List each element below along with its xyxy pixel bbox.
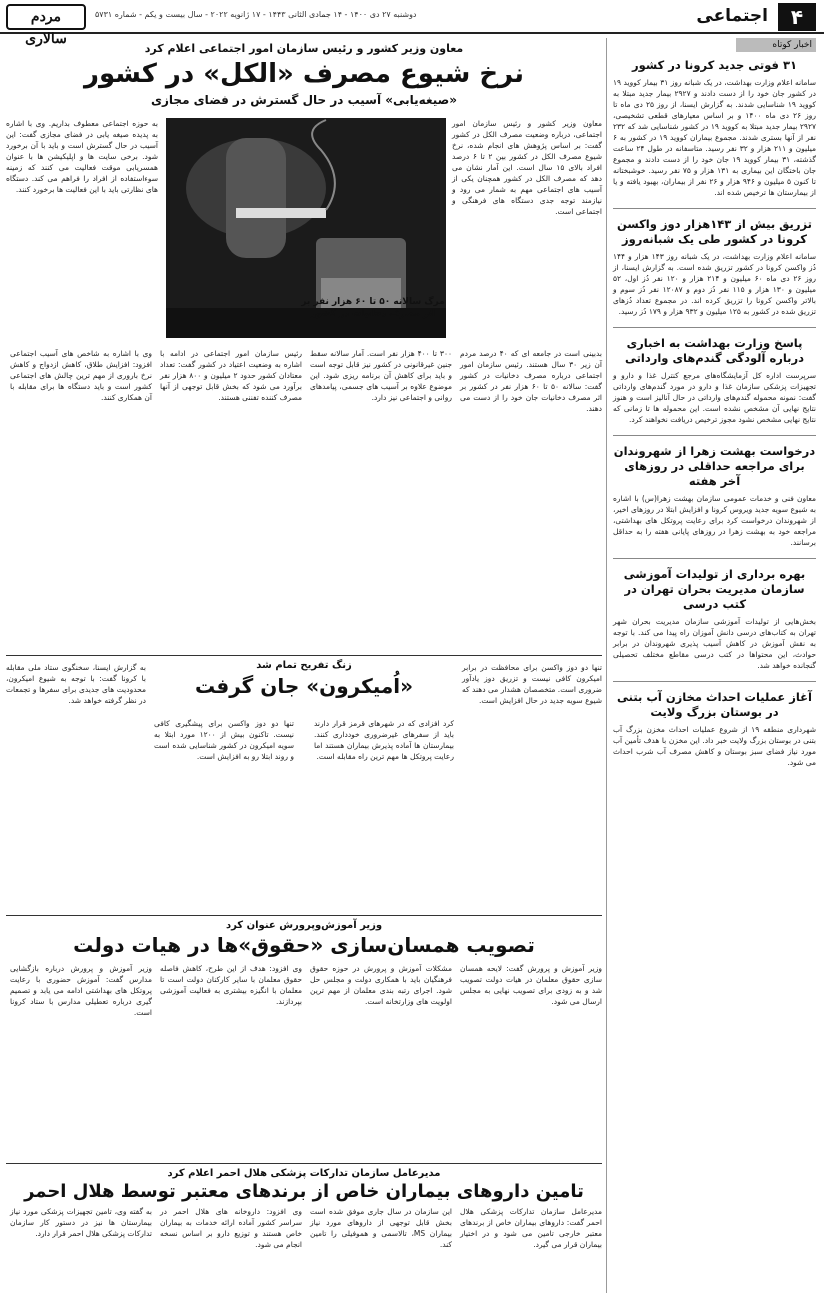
sidebar-body: سرپرست اداره کل آزمایشگاه‌های مرجع کنترل غذا و دارو و تجهیزات پزشکی سازمان غذا و دارو در مورد گندم‌های وارداتی گفت: نمونه محموله گندم‌های وارداتی در حال آنالیز است و هنوز نتایج نهایی آن مشخص نشده است. این محموله ها تا زمانی که نتایج نهایی مشخص نشود مجوز ترخیص دریافت نخواهند کرد.	[613, 371, 816, 424]
article-kicker: زنگ تفریح تمام شد	[256, 660, 352, 671]
sidebar-item	[613, 690, 816, 768]
article-column: به حوزه اجتماعی معطوف بداریم. وی با اشاره به پدیده صیغه یابی در فضای مجازی گفت: این آسیب در حال گسترش است و باید با آن برخورد شود. برخی سایت ها و اپلیکیشن ها با عنوان همسریابی موقت فعالیت می کنند که زمینه سوءاستفاده از افراد را فراهم می کند. دستگاه های نظارتی باید با این فعالیت ها برخورد کنند.	[6, 119, 158, 194]
inset-headline: مرگ سالانه ۵۰ تا ۶۰ هزار نفر بر اثر مصرف دخانیات در کشور	[301, 297, 445, 319]
article-column: وی افزود: داروخانه های هلال احمر در سراسر کشور آماده ارائه خدمات به بیماران خاص هستند و توزیع دارو بر اساس نسخه انجام می شود.	[160, 1207, 302, 1249]
sidebar-body: معاون فنی و خدمات عمومی سازمان بهشت زهرا(س) با اشاره به شیوع سویه جدید ویروس کرونا و افزایش ابتلا در روزهای اخیر، از شهروندان درخواست کرد برای رعایت پروتکل های بهداشتی، مراجعه خود به بهشت زهرا در روزهای پایانی هفته را به حداقل برسانند.	[613, 494, 816, 547]
divider	[6, 655, 602, 656]
article-column: ۳۰۰ تا ۴۰۰ هزار نفر است. آمار سالانه سقط جنین غیرقانونی در کشور نیز قابل توجه است و باید برای کاهش آن برنامه ریزی شود. این موضوع علاوه بر آسیب های جسمی، پیامدهای روانی و اجتماعی نیز دارد.	[310, 349, 453, 402]
divider	[613, 327, 816, 328]
page-number-badge: ۴	[778, 3, 816, 31]
divider	[613, 208, 816, 209]
article-kicker: وزیر آموزش‌وپرورش عنوان کرد	[225, 920, 383, 931]
sidebar-tag: اخبار کوتاه	[736, 38, 816, 52]
news-sidebar	[606, 38, 816, 1293]
sidebar-item	[613, 217, 816, 317]
sidebar-headline: درخواست بهشت زهرا از شهروندان برای مراجعه حداقلی در روزهای آخر هفته	[613, 444, 816, 488]
sidebar-headline: تزریق بیش از ۱۴۳هزار دوز واکسن کرونا در کشور طی یک شبانه‌روز	[617, 217, 812, 246]
sidebar-headline: ۳۱ فوتی جدید کرونا در کشور	[631, 58, 798, 72]
main-content	[6, 38, 602, 1293]
article-subhead: «صیغه‌یابی» آسیب در حال گسترش در فضای مجازی	[151, 93, 457, 107]
sidebar-headline: بهره برداری از تولیدات آموزشی سازمان مدیریت بحران تهران در کتب درسی	[623, 567, 806, 611]
article-column: بدبینی است در جامعه ای که ۴۰ درصد مردم آن زیر ۳۰ سال هستند. رئیس سازمان امور اجتماعی درباره مصرف دخانیات در کشور گفت: سالانه ۵۰ تا ۶۰ هزار نفر در کشور بر اثر مصرف دخانیات جان خود را از دست می دهند.	[460, 349, 602, 413]
article-column: معاون وزیر کشور و رئیس سازمان امور اجتماعی، درباره وضعیت مصرف الکل در کشور گفت: بر اساس پژوهش های انجام شده، نرخ شیوع مصرف الکل در کشور بین ۲ تا ۶ درصد افراد بالای ۱۵ سال است. این آمار نشان می دهد که مصرف الکل در کشور همچنان یکی از آسیب های اجتماعی مهم به شمار می رود و نیازمند توجه جدی دستگاه های فرهنگی و اجتماعی است.	[452, 119, 603, 216]
sidebar-body: شهرداری منطقه ۱۹ از شروع عملیات احداث مخزن بزرگ آب بتنی در بوستان بزرگ ولایت خبر داد. این مخزن با هدف تأمین آب مورد نیاز فضای سبز بوستان و کاهش مصرف آب شرب احداث می شود.	[613, 725, 817, 767]
article-column: وی با اشاره به شاخص های آسیب اجتماعی افزود: افزایش طلاق، کاهش ازدواج و کاهش نرخ باروری از مهم ترین چالش های اجتماعی کشور است و باید دستگاه ها برای مقابله با آن همکاری کنند.	[10, 349, 152, 402]
article-column: وزیر آموزش و پرورش گفت: لایحه همسان سازی حقوق معلمان در هیات دولت تصویب شد و به زودی برای تصویب نهایی به مجلس ارسال می شود.	[460, 964, 602, 1006]
sidebar-item	[613, 58, 816, 198]
sidebar-item	[613, 444, 816, 548]
sidebar-item	[613, 567, 816, 671]
article-column: کرد افزادی که در شهرهای قرمز قرار دارند باید از سفرهای غیرضروری خودداری کنند. بیمارستان ها آماده پذیرش بیماران هستند اما رعایت پروتکل ها مهم ترین راه مقابله است.	[314, 719, 454, 761]
article-headline: نرخ شیوع مصرف «الکل» در کشور	[83, 59, 525, 89]
issue-line: دوشنبه ۲۷ دی ۱۴۰۰ - ۱۴ جمادی الثانی ۱۴۴۳ - ۱۷ ژانویه ۲۰۲۲ - سال بیست و یکم - شماره ۵۷۳۱	[95, 10, 417, 19]
sidebar-item	[613, 336, 816, 425]
article	[6, 1166, 602, 1293]
article-headline: «اُمیکرون» جان گرفت	[194, 674, 414, 698]
sidebar-body: سامانه اعلام وزارت بهداشت، در یک شبانه روز ۳۱ بیمار کووید ۱۹ در کشور جان خود را از دست دادند و ۲۹۲۷ بیمار جدید مبتلا به کووید ۱۹ شناسایی شدند. به گزارش ایسنا، از روز ۲۵ دی ماه تا روز ۲۶ دی ماه ۱۴۰۰ و بر اساس معیارهای قطعی تشخیصی، ۲۹۲۷ بیمار جدید مبتلا به کووید ۱۹ در کشور شناسایی شد که ۲۳۲ نفر از آنها بستری شدند. مجموع بیماران کووید ۱۹ در کشور به ۶ میلیون و ۲۱۱ هزار و ۳۲ نفر رسید. متاسفانه در طول ۲۴ ساعت گذشته، ۳۱ بیمار کووید ۱۹ جان خود را از دست دادند و مجموع جان باختگان این بیماری به ۱۳۱ هزار و ۷۵ نفر رسید. خوشبختانه تا کنون ۵ میلیون و ۹۴۶ هزار و ۲۶ نفر از بیماران، بهبود یافته و یا از بیمارستان ها ترخیص شده اند.	[613, 78, 817, 197]
article	[6, 658, 602, 913]
article-kicker: مدیرعامل سازمان تدارکات پزشکی هلال احمر اعلام کرد	[167, 1168, 441, 1179]
article-columns	[6, 1206, 602, 1286]
divider	[6, 1163, 602, 1164]
article-column: تنها دو دوز واکسن برای محافظت در برابر امیکرون کافی نیست و تزریق دوز یادآور ضروری است. متخصصان هشدار می دهند که شیوع سویه جدید در حال افزایش است.	[462, 663, 602, 705]
sidebar-headline: آغاز عملیات احداث مخازن آب بتنی در بوستان بزرگ ولایت	[617, 690, 812, 719]
divider	[613, 558, 816, 559]
article-column: این سازمان در سال جاری موفق شده است بخش قابل توجهی از داروهای مورد نیاز بیماران MS، تالاسمی و هموفیلی را تامین کند.	[310, 1207, 452, 1249]
lead-article	[6, 38, 602, 654]
section-title: اجتماعی	[696, 6, 768, 26]
divider	[613, 681, 816, 682]
article-headline: تصویب همسان‌سازی «حقوق»ها در هیات دولت	[73, 933, 535, 957]
article-column: تنها دو دوز واکسن برای پیشگیری کافی نیست. تاکنون بیش از ۱۲۰۰ مورد ابتلا به سویه امیکرون در کشور شناسایی شده است و روند ابتلا رو به افزایش است.	[154, 719, 294, 761]
article-kicker: معاون وزیر کشور و رئیس سازمان امور اجتماعی اعلام کرد	[144, 42, 464, 55]
sidebar-body: بخش‌هایی از تولیدات آموزشی سازمان مدیریت بحران شهر تهران به کتاب‌های درسی دانش آموزان راه پیدا می کند. با توجه به نقش آموزش در کاهش آسیب پذیری شهروندان در برابر حوادث، این محتواها در کتب درسی مقاطع مختلف تحصیلی گنجانده خواهد شد.	[613, 617, 816, 670]
article-column: مشکلات آموزش و پرورش در حوزه حقوق فرهنگیان باید با همکاری دولت و مجلس حل شود. اجرای رتبه بندی معلمان از مهم ترین اولویت های وزارتخانه است.	[310, 964, 452, 1006]
article-column: رئیس سازمان امور اجتماعی در ادامه با اشاره به وضعیت اعتیاد در کشور گفت: تعداد معتادان کشور حدود ۲ میلیون و ۸۰۰ هزار نفر برآورد می شود که بخش قابل توجهی از آنها مصرف کننده تفننی هستند.	[160, 349, 303, 402]
article-column: وی افزود: هدف از این طرح، کاهش فاصله حقوق معلمان با سایر کارکنان دولت است تا معلمان با انگیزه بیشتری به فعالیت آموزشی بپردازند.	[160, 964, 302, 1006]
newspaper-logo: مردم سالاری	[6, 4, 86, 30]
article-column: مدیرعامل سازمان تدارکات پزشکی هلال احمر گفت: داروهای بیماران خاص از برندهای معتبر خارجی تامین می شود و در اختیار بیماران قرار می گیرد.	[460, 1207, 602, 1249]
article-column: به گفته وی، تامین تجهیزات پزشکی مورد نیاز بیمارستان ها نیز در دستور کار سازمان تدارکات پزشکی هلال احمر قرار دارد.	[10, 1207, 152, 1238]
divider	[613, 435, 816, 436]
article-columns	[6, 963, 602, 1153]
article-column: وزیر آموزش و پرورش درباره بازگشایی مدارس گفت: آموزش حضوری با رعایت پروتکل های بهداشتی ادامه می یابد و تصمیم گیری درباره تعطیلی مدارس با ستاد کرونا است.	[10, 964, 152, 1017]
sidebar-headline: پاسخ وزارت بهداشت به اخباری درباره آلودگی گندم‌های وارداتی	[624, 336, 805, 365]
article-headline: تامین داروهای بیماران خاص از برندهای معتبر توسط هلال احمر	[24, 1181, 584, 1202]
sidebar-body: سامانه اعلام وزارت بهداشت، در یک شبانه روز ۱۴۳ هزار و ۱۴۴ دُز واکسن کرونا در کشور تزریق شده است. به گزارش ایسنا، از روز ۲۶ دی ماه ۶۰ میلیون و ۲۱۴ هزار و ۱۲۰ نفر دُز اول، ۵۲ میلیون و ۱۳۰ هزار و ۱۱۵ نفر دُز دوم و ۱۲۰۸۷ نفر دُز سوم و بالاتر واکسن کرونا را تزریق کرده اند. در مجموع تعداد دُزهای تزریق شده در کشور به ۱۲۵ میلیون و ۹۳۲ هزار و ۱۷۹ دُز رسید.	[613, 252, 816, 316]
article	[6, 918, 602, 1163]
divider	[6, 915, 602, 916]
article-column: به گزارش ایسنا، سخنگوی ستاد ملی مقابله با کرونا گفت: با توجه به شیوع امیکرون، محدودیت های جدیدی برای سفرها و تجمعات در نظر گرفته خواهد شد.	[6, 663, 146, 705]
